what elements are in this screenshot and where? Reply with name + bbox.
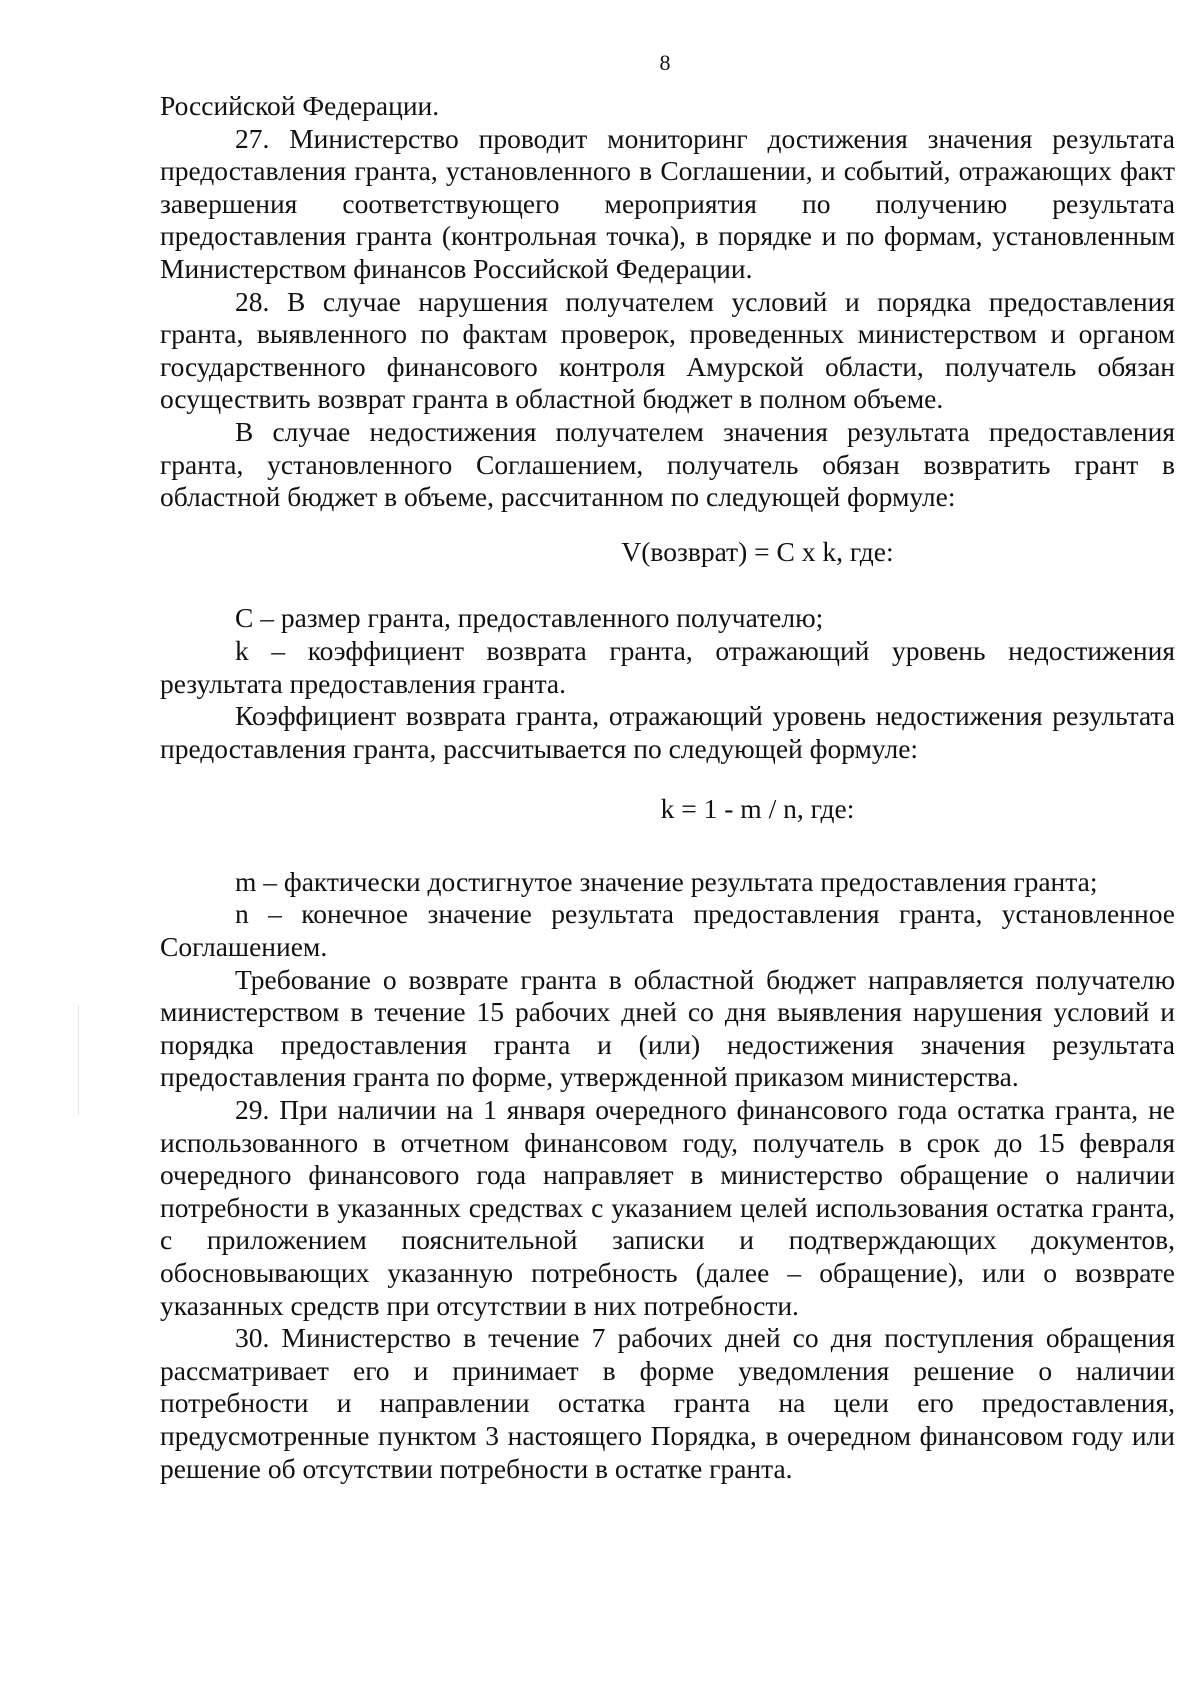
definition-k: k – коэффициент возврата гранта, отражающий уровень недостижения результата предоставления гранта. bbox=[160, 634, 1175, 699]
document-body bbox=[160, 90, 1175, 1485]
paragraph-coefficient: Коэффициент возврата гранта, отражающий уровень недостижения результата предоставления гранта, рассчитывается по следующей формуле: bbox=[160, 700, 1175, 764]
formula-return-volume: V(возврат) = C x k, где: bbox=[621, 535, 894, 567]
definition-n: n – конечное значение результата предоставления гранта, установленное Соглашением. bbox=[160, 898, 1175, 963]
definition-m: m – фактически достигнутое значение результата предоставления гранта; bbox=[235, 865, 1098, 897]
formula-coefficient: k = 1 - m / n, где: bbox=[660, 793, 855, 825]
paragraph-27: 27. Министерство проводит мониторинг достижения значения результата предоставления гранта, установленного в Соглашении, и событий, отражающих факт завершения соответствующего мероприятия по получению результата предоставления гранта (контрольная точка), в порядке и по формам, установленным Министерством финансов Российской Федерации. bbox=[160, 122, 1175, 284]
scan-artifact bbox=[78, 1005, 79, 1115]
paragraph-29: 29. При наличии на 1 января очередного финансового года остатка гранта, не использованного в отчетном финансовом году, получатель в срок до 15 февраля очередного финансового года направляет в министерство обращение о наличии потребности в указанных средствах с указанием целей использования остатка гранта, с приложением пояснительной записки и подтверждающих документов, обосновывающих указанную потребность (далее – обращение), или о возврате указанных средств при отсутствии в них потребности. bbox=[160, 1094, 1175, 1321]
paragraph-return-volume: В случае недостижения получателем значения результата предоставления гранта, установленного Соглашением, получатель обязан возвратить грант в областной бюджет в объеме, рассчитанном по следующей формуле: bbox=[160, 415, 1175, 513]
paragraph-continuation: Российской Федерации. bbox=[160, 90, 440, 121]
paragraph-return-requirement: Требование о возврате гранта в областной бюджет направляется получателю министерством в течение 15 рабочих дней со дня выявления нарушения условий и порядка предоставления гранта и (или) недостижения значения результата предоставления гранта по форме, утвержденной приказом министерства. bbox=[160, 963, 1175, 1093]
paragraph-30: 30. Министерство в течение 7 рабочих дней со дня поступления обращения рассматривает его и принимает в форме уведомления решение о наличии потребности и направлении остатка гранта на цели его предоставления, предусмотренные пунктом 3 настоящего Порядка, в очередном финансовом году или решение об отсутствии потребности в остатке гранта. bbox=[160, 1322, 1175, 1484]
page-number: 8 bbox=[659, 50, 671, 75]
definition-c: C – размер гранта, предоставленного получателю; bbox=[235, 602, 824, 634]
paragraph-28: 28. В случае нарушения получателем условий и порядка предоставления гранта, выявленного по фактам проверок, проведенных министерством и органом государственного финансового контроля Амурской области, получатель обязан осуществить возврат гранта в областной бюджет в полном объеме. bbox=[160, 285, 1175, 415]
